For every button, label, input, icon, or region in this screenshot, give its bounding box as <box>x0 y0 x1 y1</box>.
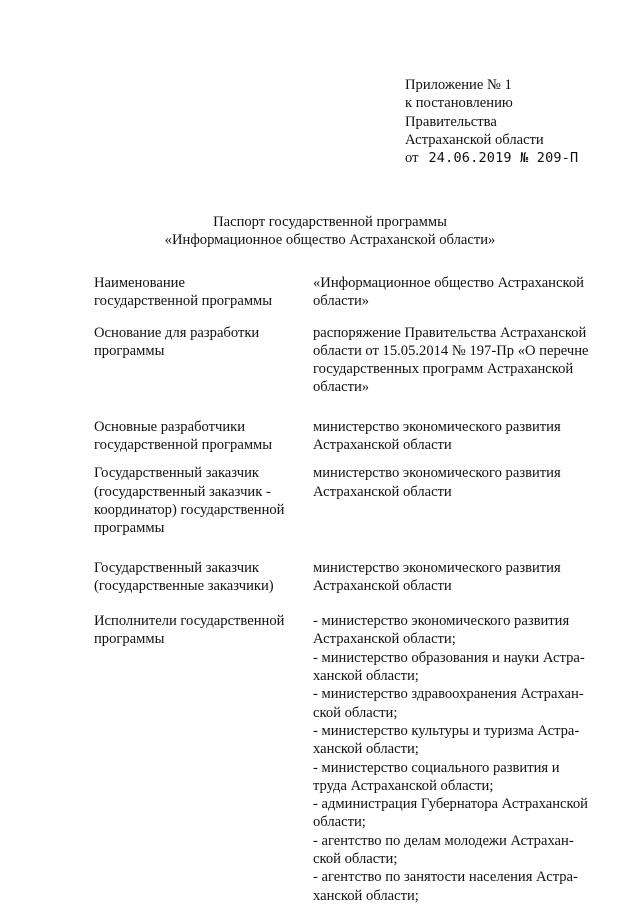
value-line: - агентство по занятости населения Астра- <box>313 869 578 886</box>
value-line: Астраханской области <box>313 577 452 594</box>
value-line: Астраханской области <box>313 483 452 500</box>
passport-row-developers <box>94 418 614 455</box>
appendix-date-prefix: от <box>405 150 419 167</box>
value-line: - министерство социального развития и <box>313 759 560 776</box>
value-line: области от 15.05.2014 № 197-Пр «О перечне <box>313 342 589 359</box>
value-line: министерство экономического развития <box>313 559 561 576</box>
value-line: области» <box>313 379 370 396</box>
value-line: ханской области; <box>313 668 419 685</box>
value-line: Астраханской области <box>313 437 452 454</box>
row-value <box>313 559 614 596</box>
label-line: координатор) государственной <box>94 501 285 518</box>
row-value <box>313 612 614 905</box>
label-line: Исполнители государственной <box>94 613 285 630</box>
appendix-date-line <box>405 149 625 167</box>
appendix-line: Астраханской области <box>405 131 544 148</box>
label-line: Наименование <box>94 275 185 291</box>
row-label <box>94 274 313 311</box>
row-value <box>313 418 614 455</box>
value-line: ханской области; <box>313 887 419 904</box>
row-value <box>313 324 614 397</box>
label-line: государственной программы <box>94 293 273 310</box>
title-line: «Информационное общество Астраханской области» <box>164 232 496 249</box>
value-line: - администрация Губернатора Астраханской <box>313 796 588 813</box>
value-line: «Информационное общество Астраханской <box>313 275 584 291</box>
value-line: области; <box>313 814 366 831</box>
passport-row-basis <box>94 324 614 397</box>
value-line: труда Астраханской области; <box>313 777 494 794</box>
row-label <box>94 559 313 596</box>
passport-table <box>94 274 614 905</box>
label-line: (государственный заказчик - <box>94 483 271 500</box>
appendix-block <box>405 76 625 167</box>
label-line: Государственный заказчик <box>94 465 259 482</box>
value-line: ской области; <box>313 704 398 721</box>
passport-row-customer-coordinator <box>94 464 614 537</box>
label-line: программы <box>94 631 165 648</box>
value-line: ханской области; <box>313 741 419 758</box>
value-line: области» <box>313 293 370 310</box>
appendix-line: Правительства <box>405 113 497 130</box>
appendix-date-stamp: 24.06.2019 № 209-П <box>428 150 579 167</box>
row-label <box>94 324 313 397</box>
row-label <box>94 612 313 905</box>
value-line: - министерство культуры и туризма Астра- <box>313 722 580 739</box>
row-value <box>313 274 614 311</box>
value-line: государственных программ Астраханской <box>313 361 574 378</box>
row-label <box>94 464 313 537</box>
label-line: программы <box>94 342 165 359</box>
value-line: распоряжение Правительства Астраханской <box>313 324 587 341</box>
label-line: (государственные заказчики) <box>94 577 274 594</box>
appendix-line: Приложение № 1 <box>405 77 512 93</box>
row-label <box>94 418 313 455</box>
label-line: программы <box>94 520 165 537</box>
passport-row-name <box>94 274 614 311</box>
value-line: министерство экономического развития <box>313 418 561 435</box>
value-line: - агентство по делам молодежи Астрахан- <box>313 832 574 849</box>
passport-row-executors <box>94 612 614 905</box>
value-line: - министерство образования и науки Астра- <box>313 649 585 666</box>
value-line: ской области; <box>313 851 398 868</box>
document-title <box>0 213 640 250</box>
row-value <box>313 464 614 537</box>
value-line: Астраханской области; <box>313 631 456 648</box>
passport-row-customers <box>94 559 614 596</box>
label-line: Основание для разработки <box>94 324 260 341</box>
appendix-line: к постановлению <box>405 95 513 112</box>
value-line: министерство экономического развития <box>313 465 561 482</box>
label-line: Основные разработчики <box>94 418 246 435</box>
label-line: государственной программы <box>94 437 273 454</box>
label-line: Государственный заказчик <box>94 559 259 576</box>
value-line: - министерство экономического развития <box>313 613 570 630</box>
title-line: Паспорт государственной программы <box>213 214 447 230</box>
value-line: - министерство здравоохранения Астрахан- <box>313 686 584 703</box>
